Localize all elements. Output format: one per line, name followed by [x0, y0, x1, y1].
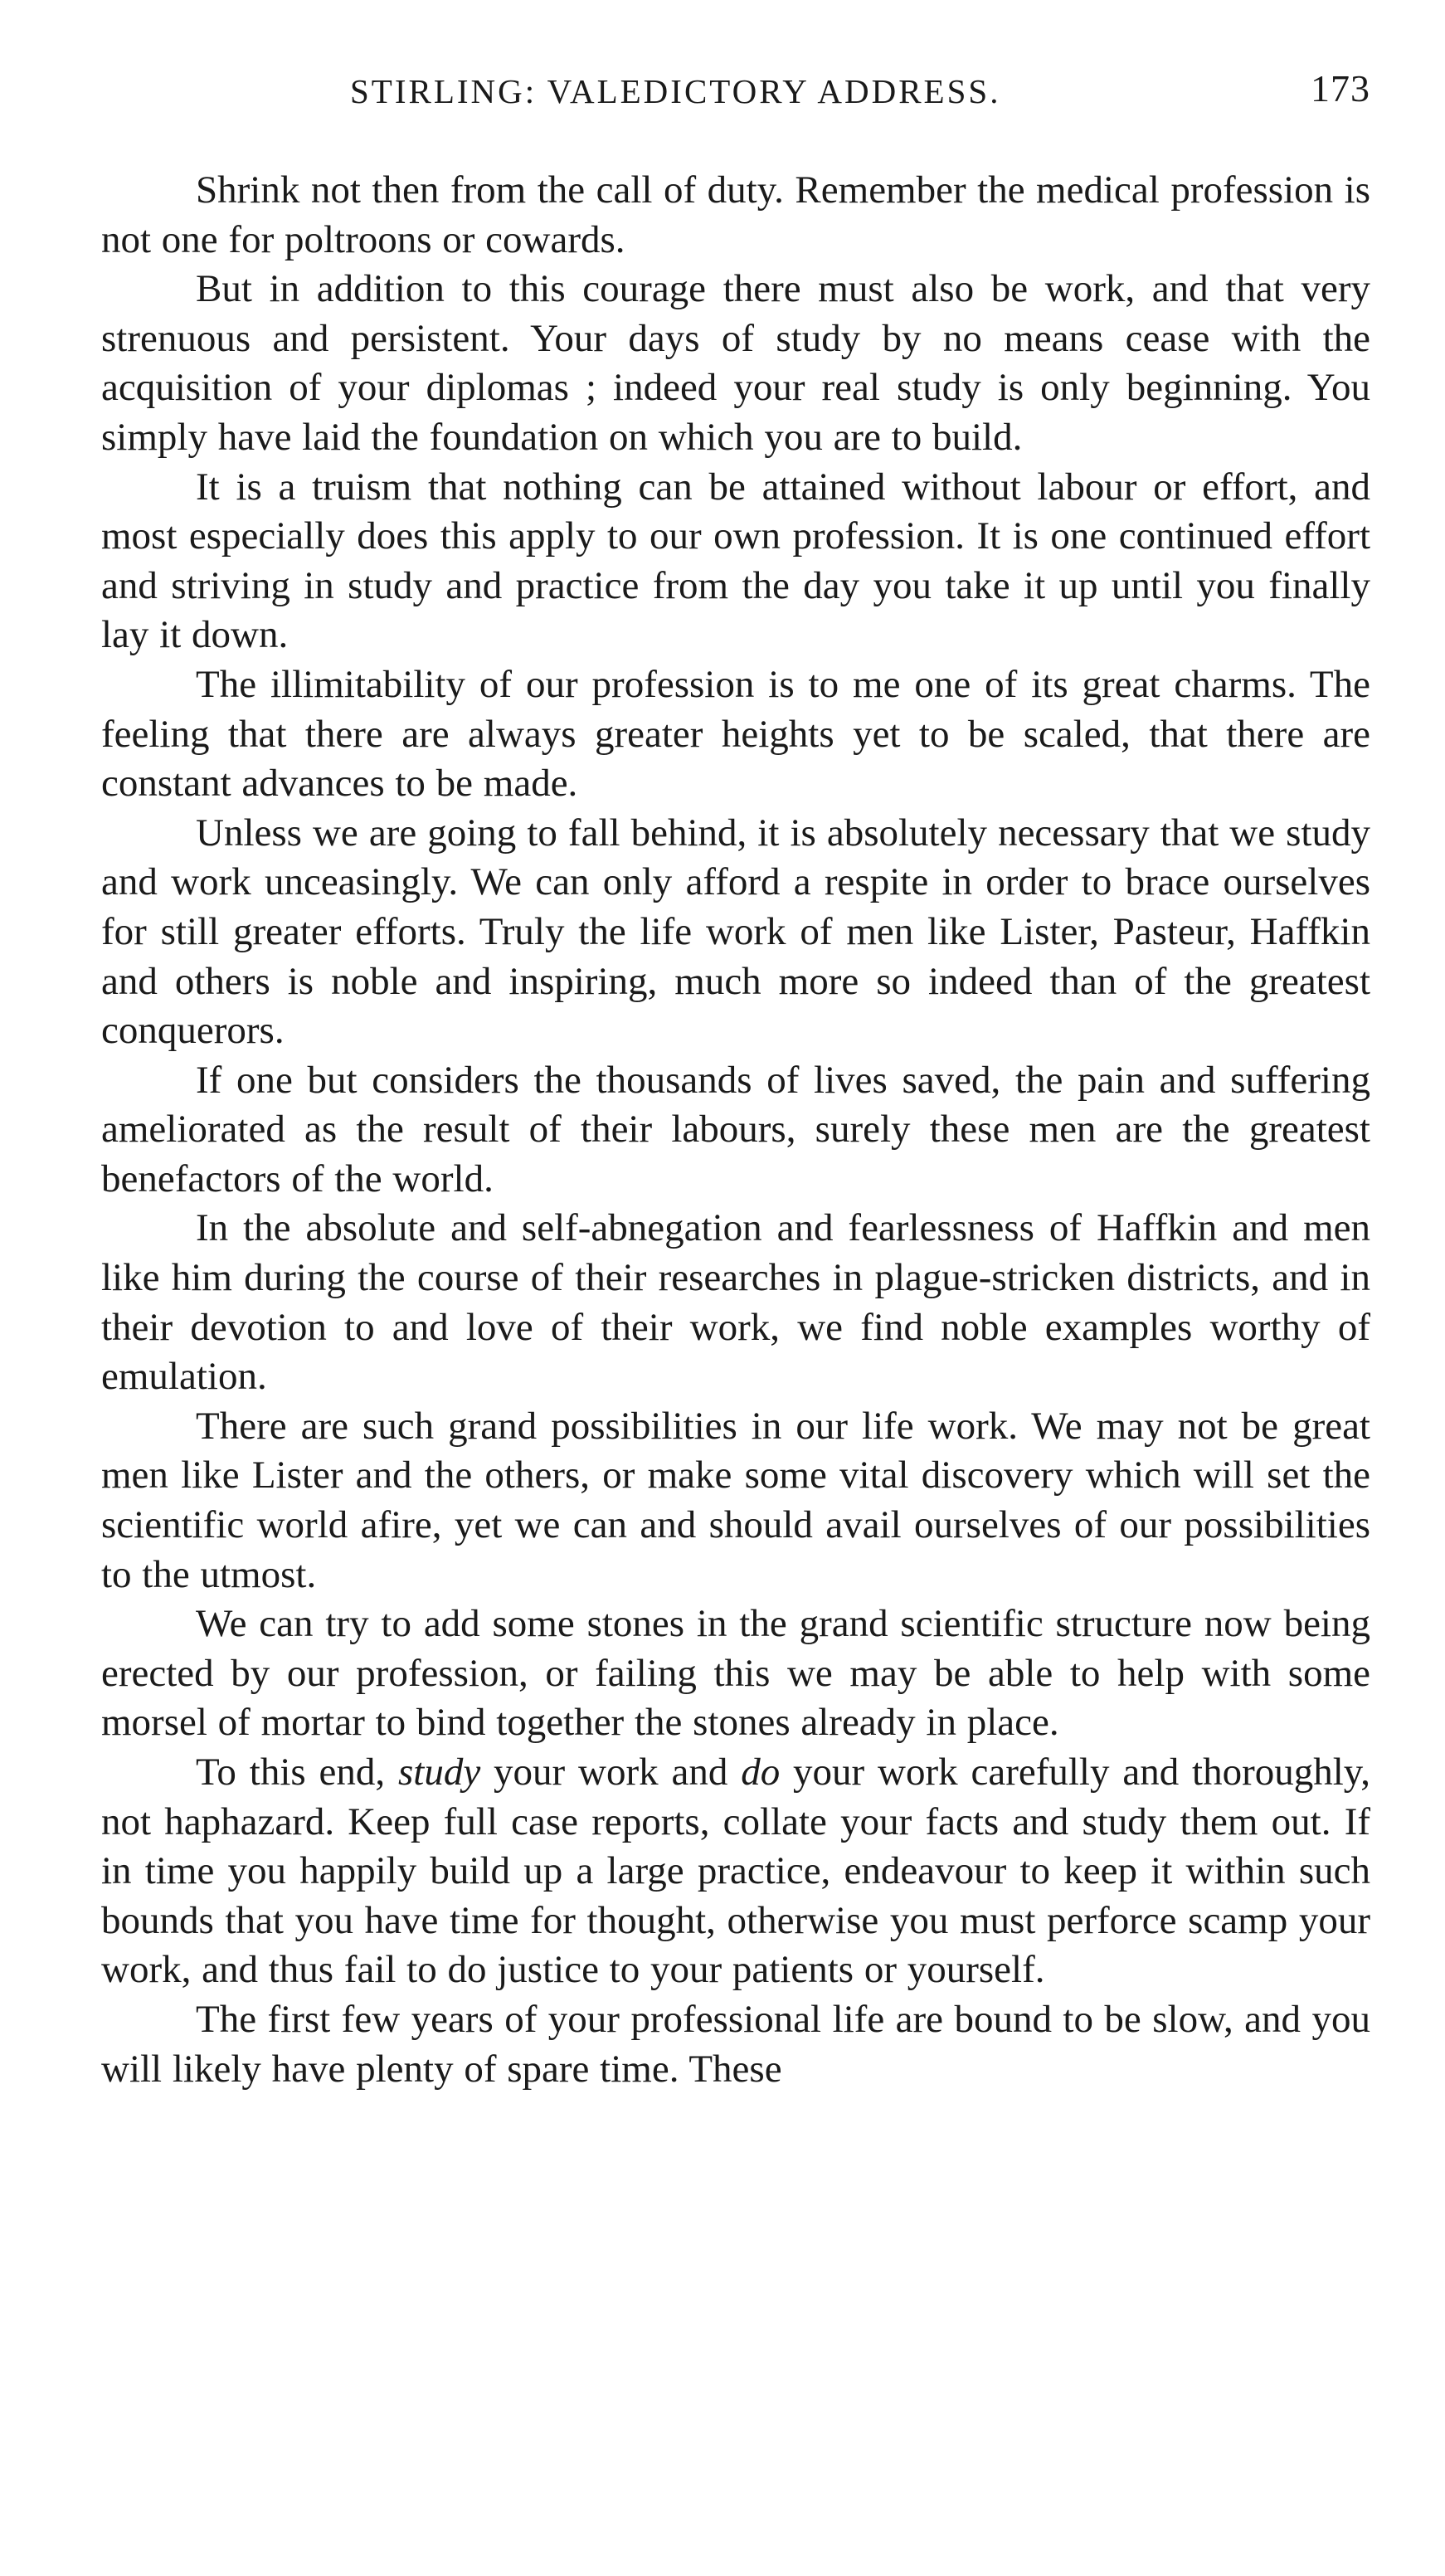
running-head	[101, 58, 1370, 116]
paragraph-stones: We can try to add some stones in the grand scientific structure now being erected by our profession, or failing this we may be able to help with some morsel of mortar to bind together the stones already in place.	[101, 1602, 1370, 1745]
study-emphasis: study	[397, 1751, 481, 1794]
do-emphasis: do	[741, 1751, 781, 1794]
paragraph-possibilities: There are such grand possibilities in our life work. We may not be great men like Lister and the others, or make some vital discovery which will set the scientific world afire, yet we can and should avail ourselves of our possibilities to the utmost.	[101, 1404, 1370, 1596]
paragraph-unceasing-work: Unless we are going to fall behind, it is absolutely necessary that we study and work unceasingly. We can only afford a respite in order to brace ourselves for still greater efforts. Truly the life work of men like Lister, Pasteur, Haffkin and others is noble and inspiring, much more so indeed than of the greatest conquerors.	[101, 811, 1370, 1053]
paragraph-work: But in addition to this courage there must also be work, and that very strenuous and persistent. Your days of study by no means cease with the acquisition of your diplomas ; indeed your real study is only beginning. You simply have laid the foundation on which you are to build.	[101, 267, 1370, 459]
page-number: 173	[1311, 67, 1370, 110]
book-page	[101, 58, 1370, 2094]
paragraph-courage-duty: Shrink not then from the call of duty. Remember the medical profession is not one for poltroons or cowards.	[101, 168, 1370, 261]
body-text	[101, 166, 1370, 2094]
paragraph-first-years: The first few years of your professional life are bound to be slow, and you will likely have plenty of spare time. These	[101, 1997, 1370, 2091]
paragraph-illimitability: The illimitability of our profession is to me one of its great charms. The feeling that there are always greater heights yet to be scaled, that there are constant advances to be made.	[101, 662, 1370, 806]
study-rest: your work carefully and thoroughly, not haphazard. Keep full case reports, collate your facts and study them out. If in time you happily build up a large practice, endeavour to keep it within such bounds that you have time for thought, otherwise you must perforce scamp your work, and thus fail to do justice to your patients or yourself.	[101, 1751, 1371, 1992]
paragraph-truism: It is a truism that nothing can be attained without labour or effort, and most especially does this apply to our own profession. It is one continued effort and striving in study and practice from the day you take it up until you finally lay it down.	[101, 465, 1370, 657]
running-title: STIRLING: VALEDICTORY ADDRESS.	[350, 72, 1001, 110]
paragraph-study-do	[101, 1748, 1370, 1995]
study-lead: To this end,	[196, 1751, 398, 1794]
paragraph-haffkin: In the absolute and self-abnegation and fearlessness of Haffkin and men like him during the course of their researches in plague-stricken districts, and in their devotion to and love of their work, we find noble examples worthy of emulation.	[101, 1206, 1370, 1399]
paragraph-lives-saved: If one but considers the thousands of lives saved, the pain and suffering ameliorated as the result of their labours, surely these men are the greatest benefactors of the world.	[101, 1058, 1370, 1200]
study-mid: your work and	[480, 1751, 742, 1794]
